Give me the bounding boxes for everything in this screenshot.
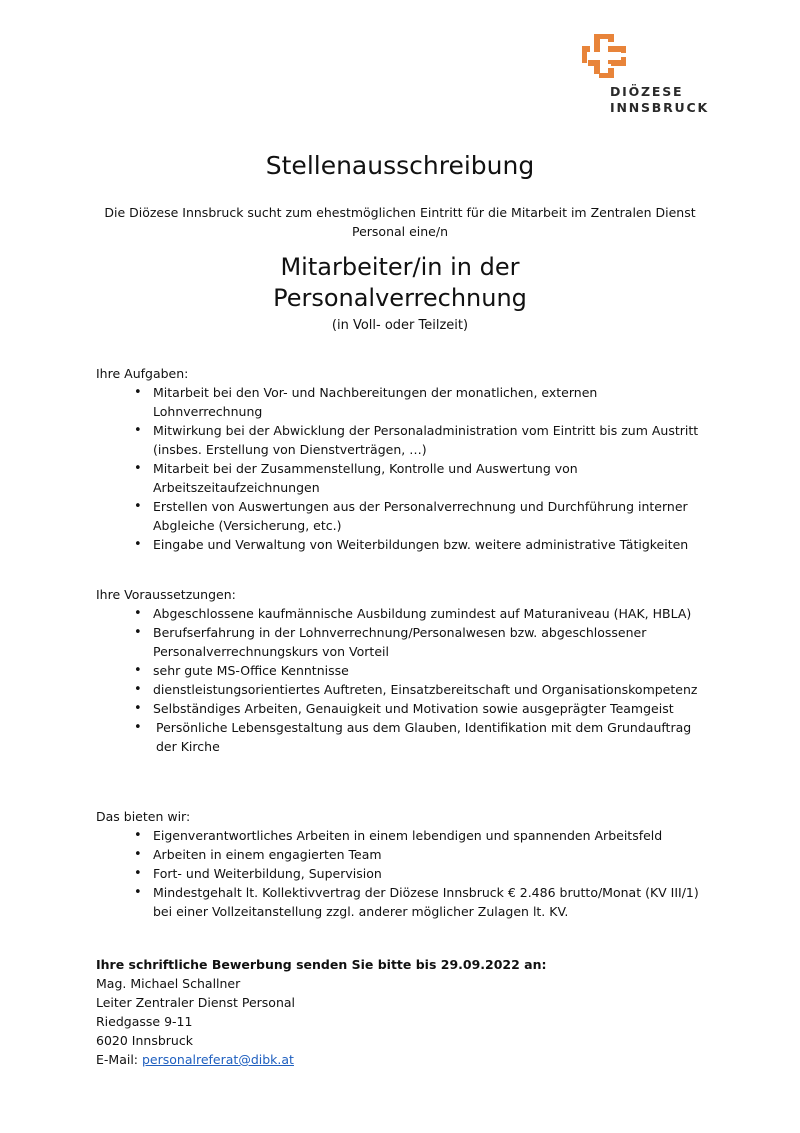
contact-city: 6020 Innsbruck xyxy=(96,1033,193,1048)
section-offer xyxy=(96,807,706,921)
list-item: • Mitarbeit bei den Vor- und Nachbereitungen der monatlichen, externen Lohnverrechnung xyxy=(96,383,706,421)
list-item: • Persönliche Lebensgestaltung aus dem Glauben, Identifikation mit dem Grundauftrag der Kirche xyxy=(96,718,706,756)
list-item: • Arbeiten in einem engagierten Team xyxy=(96,845,706,864)
employment-type: (in Voll- oder Teilzeit) xyxy=(331,318,469,333)
list-item: • Fort- und Weiterbildung, Supervision xyxy=(96,864,706,883)
list-item: • Berufserfahrung in der Lohnverrechnung/Personalwesen bzw. abgeschlossener Personalverrechnungskurs von Vorteil xyxy=(96,623,706,661)
list-item: • Abgeschlossene kaufmännische Ausbildung zumindest auf Maturaniveau (HAK, HBLA) xyxy=(96,604,706,623)
list-item: • Mitwirkung bei der Abwicklung der Personaladministration vom Eintritt bis zum Austritt (insbes. Erstellung von Dienstverträgen, …) xyxy=(96,421,706,459)
intro-text: Die Diözese Innsbruck sucht zum ehestmöglichen Eintritt für die Mitarbeit im Zentralen Dienst Personal eine/n xyxy=(104,205,696,239)
offer-list xyxy=(96,826,706,921)
contact-street: Riedgasse 9-11 xyxy=(96,1014,193,1029)
application-heading: Ihre schriftliche Bewerbung senden Sie bitte bis 29.09.2022 an: xyxy=(96,957,547,972)
logo-text xyxy=(610,84,709,116)
page-title: Stellenausschreibung xyxy=(265,151,535,180)
contact-name: Mag. Michael Schallner xyxy=(96,976,241,991)
email-label: E-Mail: xyxy=(96,1052,139,1067)
job-title xyxy=(0,252,800,314)
section-tasks xyxy=(96,364,706,554)
list-item: • Mitarbeit bei der Zusammenstellung, Kontrolle und Auswertung von Arbeitszeitaufzeichnungen xyxy=(96,459,706,497)
requirement-list xyxy=(96,604,706,756)
section-heading: Ihre Aufgaben: xyxy=(96,366,189,381)
diocese-logo xyxy=(582,34,712,115)
section-heading: Das bieten wir: xyxy=(96,809,191,824)
cross-logo-icon xyxy=(582,34,626,78)
section-requirements xyxy=(96,585,706,756)
list-item: • dienstleistungsorientiertes Auftreten, Einsatzbereitschaft und Organisationskompetenz xyxy=(96,680,706,699)
job-title-line-1: Mitarbeiter/in in der xyxy=(280,253,520,281)
job-title-line-2: Personalverrechnung xyxy=(273,284,527,312)
contact-role: Leiter Zentraler Dienst Personal xyxy=(96,995,295,1010)
logo-line-1: DIÖZESE xyxy=(610,84,684,99)
section-heading: Ihre Voraussetzungen: xyxy=(96,587,236,602)
logo-line-2: INNSBRUCK xyxy=(610,100,709,115)
task-list xyxy=(96,383,706,554)
list-item: • Selbständiges Arbeiten, Genauigkeit und Motivation sowie ausgeprägter Teamgeist xyxy=(96,699,706,718)
list-item: • Eigenverantwortliches Arbeiten in einem lebendigen und spannenden Arbeitsfeld xyxy=(96,826,706,845)
contact-email-line xyxy=(96,1050,706,1069)
list-item: • Erstellen von Auswertungen aus der Personalverrechnung und Durchführung interner Abgleiche (Versicherung, etc.) xyxy=(96,497,706,535)
list-item: • sehr gute MS-Office Kenntnisse xyxy=(96,661,706,680)
application-contact xyxy=(96,955,706,1069)
list-item: • Eingabe und Verwaltung von Weiterbildungen bzw. weitere administrative Tätigkeiten xyxy=(96,535,706,554)
email-link[interactable]: personalreferat@dibk.at xyxy=(142,1052,294,1067)
list-item: • Mindestgehalt lt. Kollektivvertrag der Diözese Innsbruck € 2.486 brutto/Monat (KV III/1) bei einer Vollzeitanstellung zzgl. anderer möglicher Zulagen lt. KV. xyxy=(96,883,706,921)
